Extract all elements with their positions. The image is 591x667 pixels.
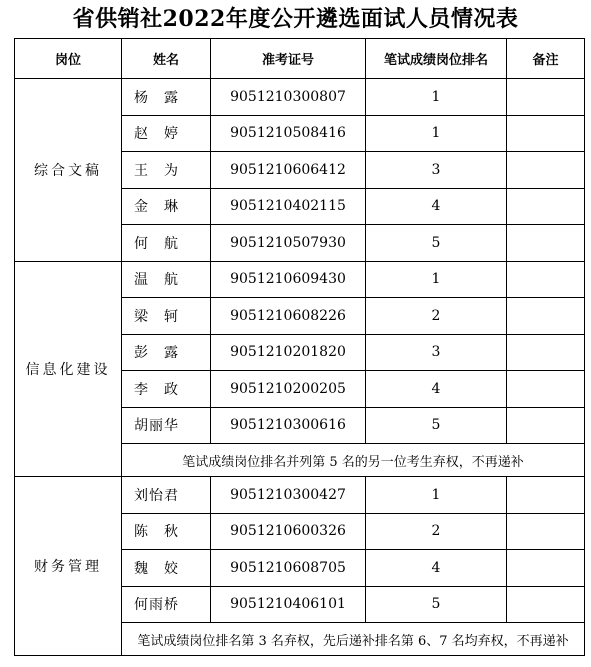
name-cell: 彭 露 xyxy=(122,334,211,371)
exam-number-cell: 9051210200205 xyxy=(211,371,366,408)
header-name: 姓名 xyxy=(122,39,211,79)
name-cell: 李 政 xyxy=(122,371,211,408)
rank-cell: 5 xyxy=(366,586,507,623)
note-cell xyxy=(507,225,585,262)
exam-number-cell: 9051210608226 xyxy=(211,298,366,335)
exam-number-cell: 9051210300807 xyxy=(211,79,366,116)
rank-cell: 3 xyxy=(366,152,507,189)
name-cell: 胡丽华 xyxy=(122,407,211,444)
note-cell xyxy=(507,115,585,152)
note-cell xyxy=(507,261,585,298)
name-cell: 杨 露 xyxy=(122,79,211,116)
exam-number-cell: 9051210402115 xyxy=(211,188,366,225)
footnote-cell: 笔试成绩岗位排名并列第 5 名的另一位考生弃权，不再递补 xyxy=(122,444,585,477)
name-cell: 何 航 xyxy=(122,225,211,262)
table-row xyxy=(15,261,585,298)
name-cell: 温 航 xyxy=(122,261,211,298)
exam-number-cell: 9051210609430 xyxy=(211,261,366,298)
position-cell: 综合文稿 xyxy=(15,79,122,262)
exam-number-cell: 9051210300427 xyxy=(211,477,366,514)
interview-table xyxy=(14,38,585,656)
name-cell: 魏 姣 xyxy=(122,550,211,587)
exam-number-cell: 9051210406101 xyxy=(211,586,366,623)
note-cell xyxy=(507,550,585,587)
header-row xyxy=(15,39,585,79)
note-cell xyxy=(507,188,585,225)
name-cell: 赵 婷 xyxy=(122,115,211,152)
note-cell xyxy=(507,407,585,444)
name-cell: 金 琳 xyxy=(122,188,211,225)
name-cell: 陈 秋 xyxy=(122,513,211,550)
exam-number-cell: 9051210300616 xyxy=(211,407,366,444)
note-cell xyxy=(507,513,585,550)
footnote-cell: 笔试成绩岗位排名第 3 名弃权，先后递补排名第 6、7 名均弃权，不再递补 xyxy=(122,623,585,656)
position-cell: 财务管理 xyxy=(15,477,122,656)
page-title: 省供销社2022年度公开遴选面试人员情况表 xyxy=(72,6,519,32)
rank-cell: 2 xyxy=(366,513,507,550)
rank-cell: 5 xyxy=(366,407,507,444)
rank-cell: 2 xyxy=(366,298,507,335)
exam-number-cell: 9051210608705 xyxy=(211,550,366,587)
table-row xyxy=(15,477,585,514)
header-rank: 笔试成绩岗位排名 xyxy=(366,39,507,79)
name-cell: 梁 轲 xyxy=(122,298,211,335)
note-cell xyxy=(507,477,585,514)
table-row xyxy=(15,79,585,116)
note-cell xyxy=(507,371,585,408)
note-cell xyxy=(507,298,585,335)
exam-number-cell: 9051210507930 xyxy=(211,225,366,262)
note-cell xyxy=(507,79,585,116)
header-note: 备注 xyxy=(507,39,585,79)
rank-cell: 1 xyxy=(366,115,507,152)
name-cell: 王 为 xyxy=(122,152,211,189)
exam-number-cell: 9051210606412 xyxy=(211,152,366,189)
exam-number-cell: 9051210201820 xyxy=(211,334,366,371)
rank-cell: 1 xyxy=(366,261,507,298)
rank-cell: 1 xyxy=(366,79,507,116)
note-cell xyxy=(507,334,585,371)
rank-cell: 3 xyxy=(366,334,507,371)
rank-cell: 1 xyxy=(366,477,507,514)
exam-number-cell: 9051210600326 xyxy=(211,513,366,550)
note-cell xyxy=(507,152,585,189)
rank-cell: 4 xyxy=(366,371,507,408)
note-cell xyxy=(507,586,585,623)
name-cell: 何雨桥 xyxy=(122,586,211,623)
rank-cell: 4 xyxy=(366,188,507,225)
rank-cell: 5 xyxy=(366,225,507,262)
name-cell: 刘怡君 xyxy=(122,477,211,514)
header-exam-number: 准考证号 xyxy=(211,39,366,79)
rank-cell: 4 xyxy=(366,550,507,587)
position-cell: 信息化建设 xyxy=(15,261,122,477)
header-position: 岗位 xyxy=(15,39,122,79)
exam-number-cell: 9051210508416 xyxy=(211,115,366,152)
